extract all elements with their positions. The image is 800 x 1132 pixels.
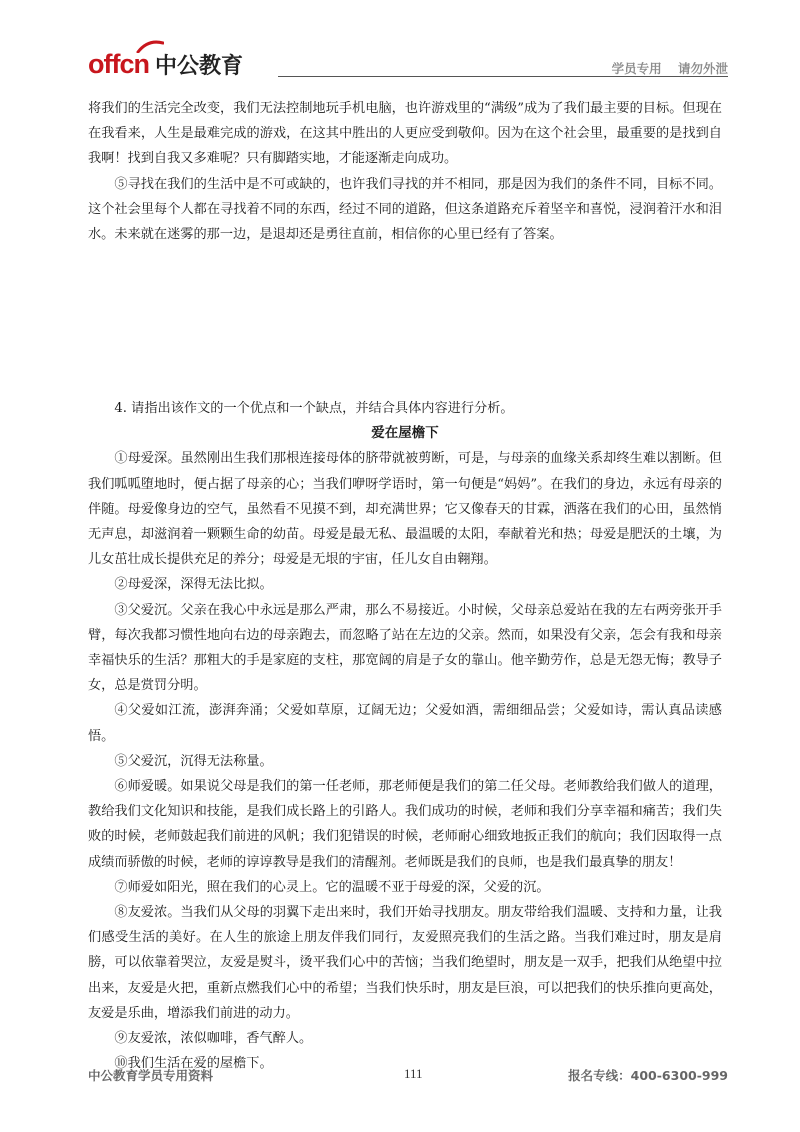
header-tags [612, 59, 728, 77]
body-paragraph: ⑤寻找在我们的生活中是不可或缺的，也许我们寻找的并不相同，那是因为我们的条件不同，目标不同。这个社会里每个人都在寻找着不同的东西，经过不同的道路，但这条道路充斥着坚辛和喜悦，浸润着汗水和泪水。未来就在迷雾的那一边，是退却还是勇往直前，相信你的心里已经有了答案。 [88, 176, 722, 243]
footer-hotline: 报名专线：400-6300-999 [568, 1068, 728, 1083]
essay-paragraph: ⑤父爱沉，沉得无法称量。 [114, 753, 273, 769]
logo-wordmark: offcn [88, 48, 149, 79]
header-tag-do-not-leak: 请勿外泄 [677, 61, 728, 76]
logo-chinese-name: 中公教育 [154, 53, 243, 79]
page-header [88, 42, 728, 82]
essay-paragraph: ⑧友爱浓。当我们从父母的羽翼下走出来时，我们开始寻找朋友。朋友带给我们温暖、支持和力量，让我们感受生活的美好。在人生的旅途上朋友伴我们同行，友爱照亮我们的生活之路。当我们难过时，朋友是肩膀，可以依靠着哭泣，友爱是熨斗，烫平我们心中的苦恼；当我们绝望时，朋友是一双手，把我们从绝望中拉出来，友爱是火把，重新点燃我们心中的希望；当我们快乐时，朋友是巨浪，可以把我们的快乐推向更高处，友爱是乐曲，增添我们前进的动力。 [88, 905, 722, 1021]
logo-arc-icon [136, 39, 164, 53]
essay-paragraph: ②母爱深，深得无法比拟。 [114, 577, 273, 593]
page-footer [88, 1066, 728, 1086]
essay-paragraph: ⑥师爱暖。如果说父母是我们的第一任老师，那老师便是我们的第二任父母。老师教给我们做人的道理，教给我们文化知识和技能，是我们成长路上的引路人。我们成功的时候，老师和我们分享幸福和痛苦；我们失败的时候，老师鼓起我们前进的风帆；我们犯错误的时候，老师耐心细致地扳正我们的航向；我们因取得一点成绩而骄傲的时候，老师的谆谆教导是我们的清醒剂。老师既是我们的良师，也是我们最真挚的朋友！ [88, 779, 722, 870]
essay-paragraph: ⑨友爱浓，浓似咖啡，香气醉人。 [114, 1031, 313, 1047]
previous-answer-section [88, 96, 722, 247]
essay-paragraph: ③父爱沉。父亲在我心中永远是那么严肃，那么不易接近。小时候，父母亲总爱站在我的左右两旁张开手臂，每次我都习惯性地向右边的母亲跑去，而忽略了站在左边的父亲。然而，如果没有父亲，怎会有我和母亲幸福快乐的生活？那粗大的手是家庭的支柱，那宽阔的肩是子女的靠山。他辛勤劳作，总是无怨无悔；教导子女，总是赏罚分明。 [88, 602, 722, 694]
footer-material-label: 中公教育学员专用资料 [88, 1068, 214, 1083]
question-section [88, 396, 722, 1076]
header-tag-students-only: 学员专用 [611, 61, 662, 76]
page-number: 111 [404, 1066, 423, 1081]
essay-paragraph: ⑩我们生活在爱的屋檐下。 [114, 1056, 273, 1072]
question-prompt: 4. 请指出该作文的一个优点和一个缺点，并结合具体内容进行分析。 [114, 401, 514, 416]
offcn-logo [88, 48, 243, 80]
essay-title: 爱在屋檐下 [371, 425, 439, 442]
essay-paragraph: ⑦师爱如阳光，照在我们的心灵上。它的温暖不亚于母爱的深，父爱的沉。 [114, 879, 550, 895]
essay-paragraph: ④父爱如江流，澎湃奔涌；父爱如草原，辽阔无边；父爱如酒，需细细品尝；父爱如诗，需认真品读感悟。 [88, 703, 722, 744]
essay-paragraph: ①母爱深。虽然刚出生我们那根连接母体的脐带就被剪断，可是，与母亲的血缘关系却终生难以割断。但我们呱呱堕地时，便占据了母亲的心；当我们咿呀学语时，第一句便是“妈妈”。在我们的身边，永远有母亲的伴随。母爱像身边的空气，虽然看不见摸不到，却充满世界；它又像春天的甘霖，洒落在我们的心田，虽然悄无声息，却滋润着一颗颗生命的幼苗。母爱是最无私、最温暖的太阳，奉献着光和热；母爱是肥沃的土壤，为儿女茁壮成长提供充足的养分；母爱是无垠的宇宙，任儿女自由翱翔。 [88, 451, 722, 568]
body-paragraph: 将我们的生活完全改变，我们无法控制地玩手机电脑，也许游戏里的“满级”成为了我们最主要的目标。但现在在我看来，人生是最难完成的游戏，在这其中胜出的人更应受到敬仰。因为在这个社会里，最重要的是找到自我啊！找到自我又多难呢？只有脚踏实地，才能逐渐走向成功。 [88, 101, 722, 167]
